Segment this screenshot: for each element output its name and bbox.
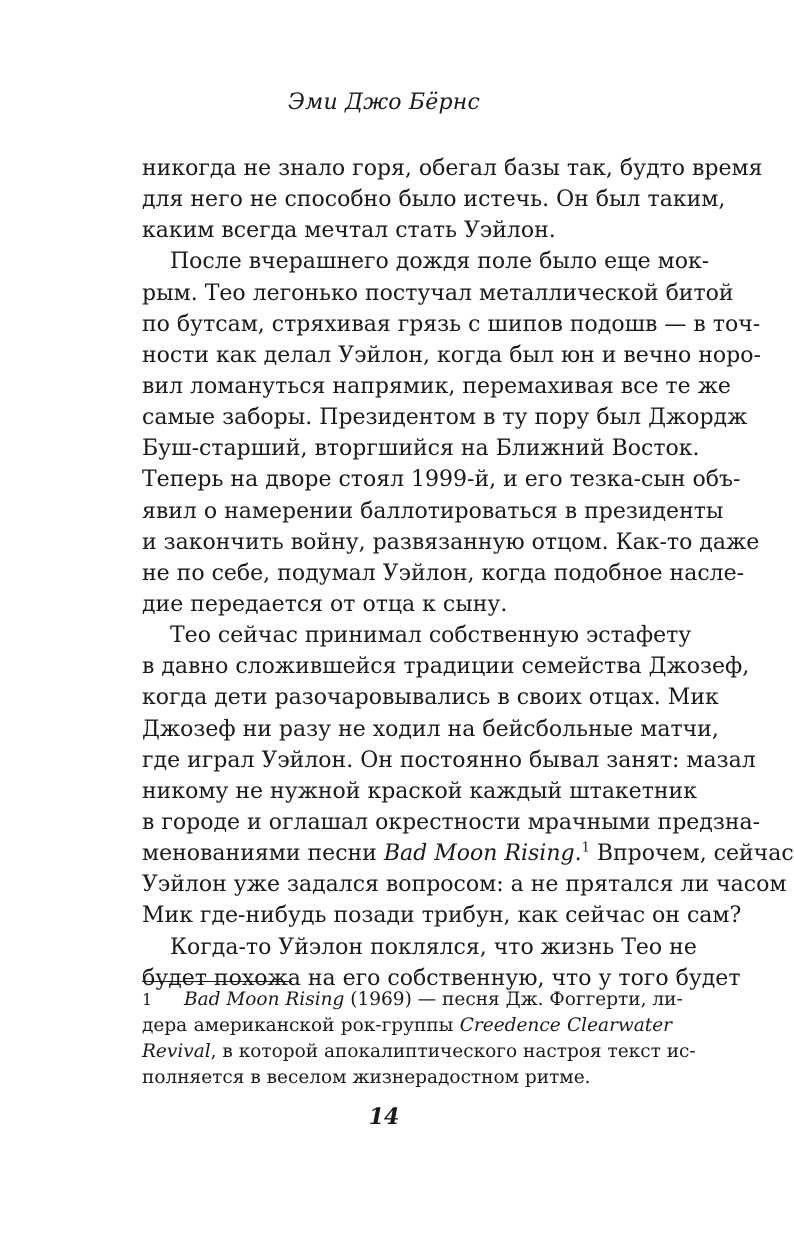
text-line: в давно сложившейся традиции семейства Джозеф, (142, 654, 750, 680)
footnote-song-title: Bad Moon Rising (184, 989, 345, 1010)
page-number: 14 (368, 1104, 400, 1130)
text-line: по бутсам, стряхивая грязь с шипов подошв — в точ- (142, 311, 761, 337)
text-fragment: менованиями песни (142, 841, 377, 867)
text-line-with-note (142, 838, 794, 869)
text-line: не по себе, подумал Уэйлон, когда подобное насле- (142, 560, 745, 586)
text-line: когда дети разочаровывались в своих отцах. Мик (142, 685, 719, 711)
footnote-band-name: Creedence Clearwater (459, 1015, 673, 1036)
footnote-text: , в которой апокалиптического настроя текст ис- (210, 1041, 696, 1062)
footnote-band-name: Revival (142, 1041, 211, 1062)
text-line: явил о намерении баллотироваться в президенты (142, 498, 724, 524)
text-line: Уэйлон уже задался вопросом: а не прятался ли часом (142, 872, 787, 898)
text-line: в городе и оглашал окрестности мрачными предзна- (142, 809, 761, 835)
footnote-line (142, 1013, 672, 1039)
footnote-marker: 1 (142, 990, 153, 1009)
text-line: Мик где-нибудь позади трибун, как сейчас он сам? (142, 903, 742, 929)
text-line: вил ломануться напрямик, перемахивая все те же (142, 373, 731, 399)
text-line: Джозеф ни разу не ходил на бейсбольные матчи, (142, 716, 719, 742)
text-line: Когда-то Уйэлон поклялся, что жизнь Тео не (170, 934, 697, 960)
text-line: для него не способно было истечь. Он был таким, (142, 187, 726, 213)
running-head: Эми Джо Бёрнс (287, 90, 481, 115)
text-line: никогда не знало горя, обегал базы так, будто время (142, 156, 763, 181)
footnote-text: дера американской рок-группы (142, 1015, 460, 1036)
text-fragment: Впрочем, сейчас (589, 841, 794, 867)
footnote (142, 987, 696, 1091)
footnote-line: полняется в веселом жизнерадостном ритме. (142, 1067, 591, 1088)
text-line: и закончить войну, развязанную отцом. Как-то даже (142, 529, 760, 555)
text-line: рым. Тео легонько постучал металлической битой (142, 280, 734, 306)
footnote-line (142, 1039, 696, 1065)
text-line: Буш-старший, вторгшийся на Ближний Восток. (142, 436, 700, 462)
text-line: После вчерашнего дождя поле было еще мок- (170, 249, 710, 275)
text-line: Теперь на дворе стоял 1999-й, и его тезка-сын объ- (142, 467, 741, 493)
body-text (142, 153, 794, 994)
text-line: дие передается от отца к сыну. (142, 591, 508, 617)
footnote-line (142, 987, 683, 1013)
song-title: Bad Moon Rising (383, 841, 575, 867)
text-line: Тео сейчас принимал собственную эстафету (170, 623, 692, 649)
text-line: каким всегда мечтал стать Уэйлон. (142, 218, 556, 244)
text-line: ности как делал Уэйлон, когда был юн и вечно норо- (142, 342, 761, 368)
footnote-text: (1969) — песня Дж. Фоггерти, ли- (344, 989, 683, 1010)
text-line: никому не нужной краской каждый штакетник (142, 778, 697, 804)
footnote-reference[interactable]: 1 (581, 840, 590, 856)
text-line: где играл Уэйлон. Он постоянно бывал занят: мазал (142, 747, 756, 773)
text-line: самые заборы. Президентом в ту пору был Джордж (142, 405, 748, 431)
text-fragment: . (574, 841, 582, 867)
text-line: будет похожа на его собственную, что у того будет (142, 965, 741, 991)
footnote-divider (142, 981, 292, 982)
